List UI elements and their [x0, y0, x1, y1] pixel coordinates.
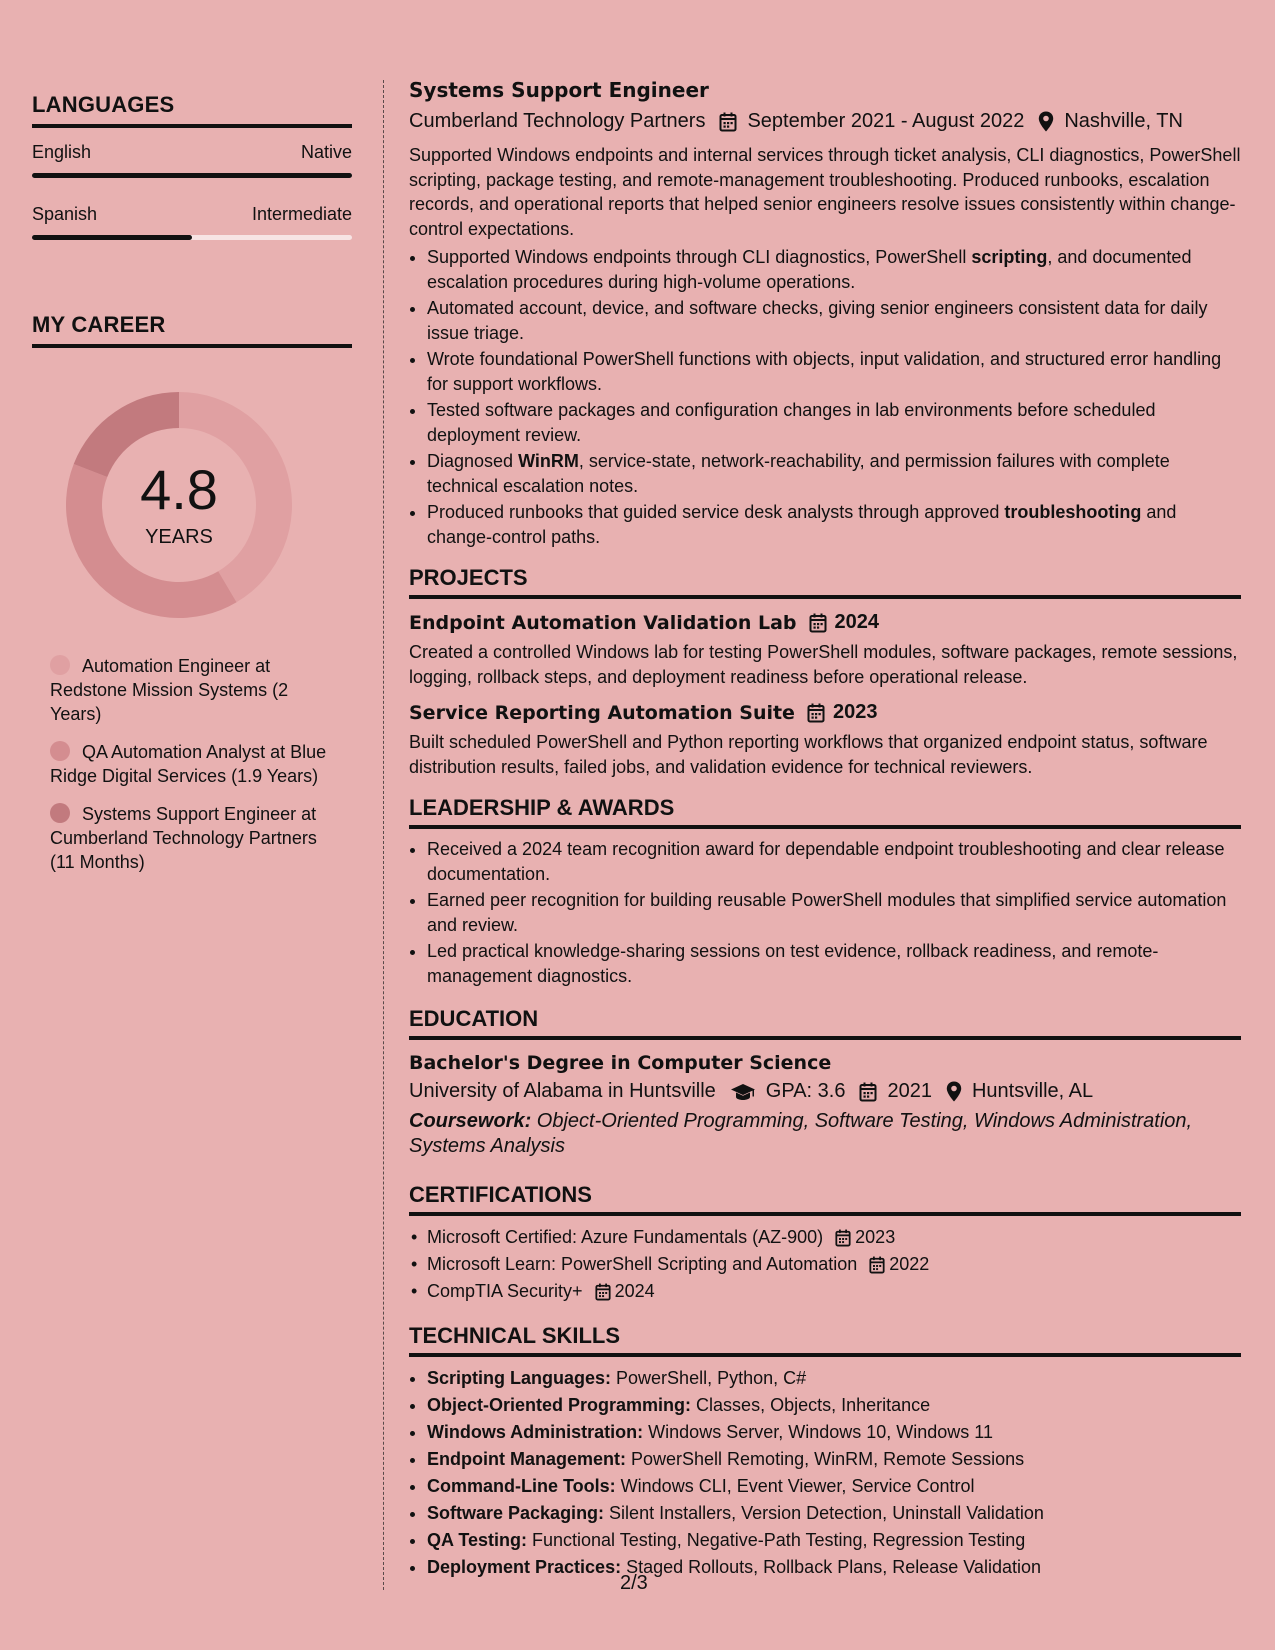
- language-item: [32, 142, 352, 178]
- list-item: • Led practical knowledge-sharing sessions on test evidence, rollback readiness, and remote-management diagnostics.: [427, 939, 1241, 988]
- career-legend-item: [50, 654, 340, 726]
- list-item: • Tested software packages and configuration changes in lab environments before scheduled deployment review.: [427, 398, 1241, 447]
- coursework: [409, 1109, 1241, 1158]
- project-title: [409, 701, 1241, 724]
- career-role-label: QA Automation Analyst at Blue Ridge Digital Services (1.9 Years): [50, 742, 327, 786]
- leadership-heading: LEADERSHIP & AWARDS: [409, 795, 1241, 829]
- education-meta: [409, 1080, 1241, 1103]
- job-summary: Supported Windows endpoints and internal services through ticket analysis, CLI diagnostics, PowerShell scripting, package testing, and remote-management troubleshooting. Produced runbooks, escalation records, and operational reports that helped senior engineers resolve issues consistently within change-control expectations.: [409, 145, 1241, 239]
- list-item: • Command-Line Tools: Windows CLI, Event Viewer, Service Control: [427, 1473, 1241, 1500]
- left-column: [32, 92, 352, 888]
- list-item: • Windows Administration: Windows Server, Windows 10, Windows 11: [427, 1419, 1241, 1446]
- list-item: • Wrote foundational PowerShell functions with objects, input validation, and structured error handling for support workflows.: [427, 347, 1241, 396]
- calendar-icon: [859, 1082, 877, 1102]
- certifications-heading: CERTIFICATIONS: [409, 1182, 1241, 1216]
- language-proficiency-fill: [32, 235, 192, 240]
- career-legend: [50, 654, 340, 874]
- project-name: Service Reporting Automation Suite: [409, 701, 795, 724]
- calendar-icon: [807, 703, 825, 723]
- legend-dot-icon: [50, 803, 70, 823]
- education-gpa: GPA: 3.6: [765, 1080, 846, 1102]
- projects-heading: PROJECTS: [409, 565, 1241, 599]
- languages-heading: LANGUAGES: [32, 92, 352, 128]
- list-item: • CompTIA Security+ 2024: [427, 1278, 1241, 1305]
- list-item: • Endpoint Management: PowerShell Remoting, WinRM, Remote Sessions: [427, 1446, 1241, 1473]
- certifications-list: [409, 1224, 1241, 1305]
- list-item: • QA Testing: Functional Testing, Negative-Path Testing, Regression Testing: [427, 1527, 1241, 1554]
- language-proficiency-bar: [32, 235, 352, 240]
- language-name: English: [32, 142, 92, 162]
- career-donut-chart: [66, 392, 292, 618]
- education-location: Huntsville, AL: [971, 1080, 1094, 1102]
- calendar-icon: [595, 1283, 611, 1301]
- job-company: Cumberland Technology Partners: [409, 110, 706, 132]
- project-name: Endpoint Automation Validation Lab: [409, 611, 797, 634]
- column-divider: [383, 80, 384, 1590]
- career-legend-item: [50, 740, 340, 788]
- career-role-label: Systems Support Engineer at Cumberland Technology Partners (11 Months): [50, 804, 317, 872]
- list-item: • Microsoft Learn: PowerShell Scripting and Automation 2022: [427, 1251, 1241, 1278]
- job-location: Nashville, TN: [1064, 110, 1183, 132]
- language-proficiency-bar: [32, 173, 352, 178]
- degree-title: Bachelor's Degree in Computer Science: [409, 1052, 832, 1074]
- language-level: Intermediate: [251, 204, 352, 224]
- right-column: [409, 78, 1241, 1581]
- legend-dot-icon: [50, 655, 70, 675]
- leadership-list: [409, 837, 1241, 988]
- job-bullets: [409, 245, 1241, 549]
- list-item: • Diagnosed WinRM, service-state, network-reachability, and permission failures with complete technical escalation notes.: [427, 449, 1241, 498]
- skills-heading: TECHNICAL SKILLS: [409, 1323, 1241, 1357]
- project-title: [409, 611, 1241, 634]
- location-pin-icon: [946, 1081, 962, 1102]
- career-total-unit: YEARS: [145, 526, 213, 548]
- language-level: Native: [300, 142, 352, 162]
- list-item: • Received a 2024 team recognition award for dependable endpoint troubleshooting and clear release documentation.: [427, 837, 1241, 886]
- calendar-icon: [835, 1229, 851, 1247]
- coursework-list: Object-Oriented Programming, Software Testing, Windows Administration, Systems Analysis: [409, 1110, 1193, 1157]
- coursework-label: Coursework:: [409, 1110, 532, 1132]
- project-year: 2023: [832, 701, 878, 723]
- job-title: Systems Support Engineer: [409, 78, 709, 102]
- list-item: • Software Packaging: Silent Installers, Version Detection, Uninstall Validation: [427, 1500, 1241, 1527]
- list-item: • Object-Oriented Programming: Classes, Objects, Inheritance: [427, 1392, 1241, 1419]
- page-number: 2/3: [620, 1572, 648, 1594]
- list-item: • Microsoft Certified: Azure Fundamentals (AZ-900) 2023: [427, 1224, 1241, 1251]
- calendar-icon: [719, 112, 737, 132]
- school-name: University of Alabama in Huntsville: [409, 1080, 716, 1102]
- list-item: • Automated account, device, and software checks, giving senior engineers consistent data for daily issue triage.: [427, 296, 1241, 345]
- list-item: • Produced runbooks that guided service desk analysts through approved troubleshooting and change-control paths.: [427, 500, 1241, 549]
- list-item: • Earned peer recognition for building reusable PowerShell modules that simplified service automation and review.: [427, 888, 1241, 937]
- project-description: Created a controlled Windows lab for testing PowerShell modules, software packages, remote sessions, logging, rollback steps, and deployment readiness before operational release.: [409, 642, 1238, 687]
- job-meta: [409, 110, 1241, 133]
- calendar-icon: [869, 1256, 885, 1274]
- list-item: • Scripting Languages: PowerShell, Python, C#: [427, 1365, 1241, 1392]
- calendar-icon: [809, 613, 827, 633]
- project-year: 2024: [834, 611, 880, 633]
- job-dates: September 2021 - August 2022: [747, 110, 1025, 132]
- education-heading: EDUCATION: [409, 1006, 1241, 1040]
- career-total-value: 4.8: [140, 458, 218, 521]
- location-pin-icon: [1038, 111, 1054, 132]
- language-name: Spanish: [32, 204, 98, 224]
- list-item: • Deployment Practices: Staged Rollouts, Rollback Plans, Release Validation: [427, 1554, 1241, 1581]
- project-description: Built scheduled PowerShell and Python reporting workflows that organized endpoint status, software distribution results, failed jobs, and validation evidence for technical reviewers.: [409, 732, 1208, 777]
- skills-list: [409, 1365, 1241, 1581]
- career-heading: MY CAREER: [32, 312, 352, 348]
- legend-dot-icon: [50, 741, 70, 761]
- language-proficiency-fill: [32, 173, 352, 178]
- career-role-label: Automation Engineer at Redstone Mission Systems (2 Years): [50, 656, 289, 724]
- list-item: • Supported Windows endpoints through CLI diagnostics, PowerShell scripting, and documented escalation procedures during high-volume operations.: [427, 245, 1241, 294]
- career-legend-item: [50, 802, 340, 874]
- education-year: 2021: [887, 1080, 932, 1102]
- language-item: [32, 204, 352, 240]
- graduation-cap-icon: [730, 1083, 756, 1101]
